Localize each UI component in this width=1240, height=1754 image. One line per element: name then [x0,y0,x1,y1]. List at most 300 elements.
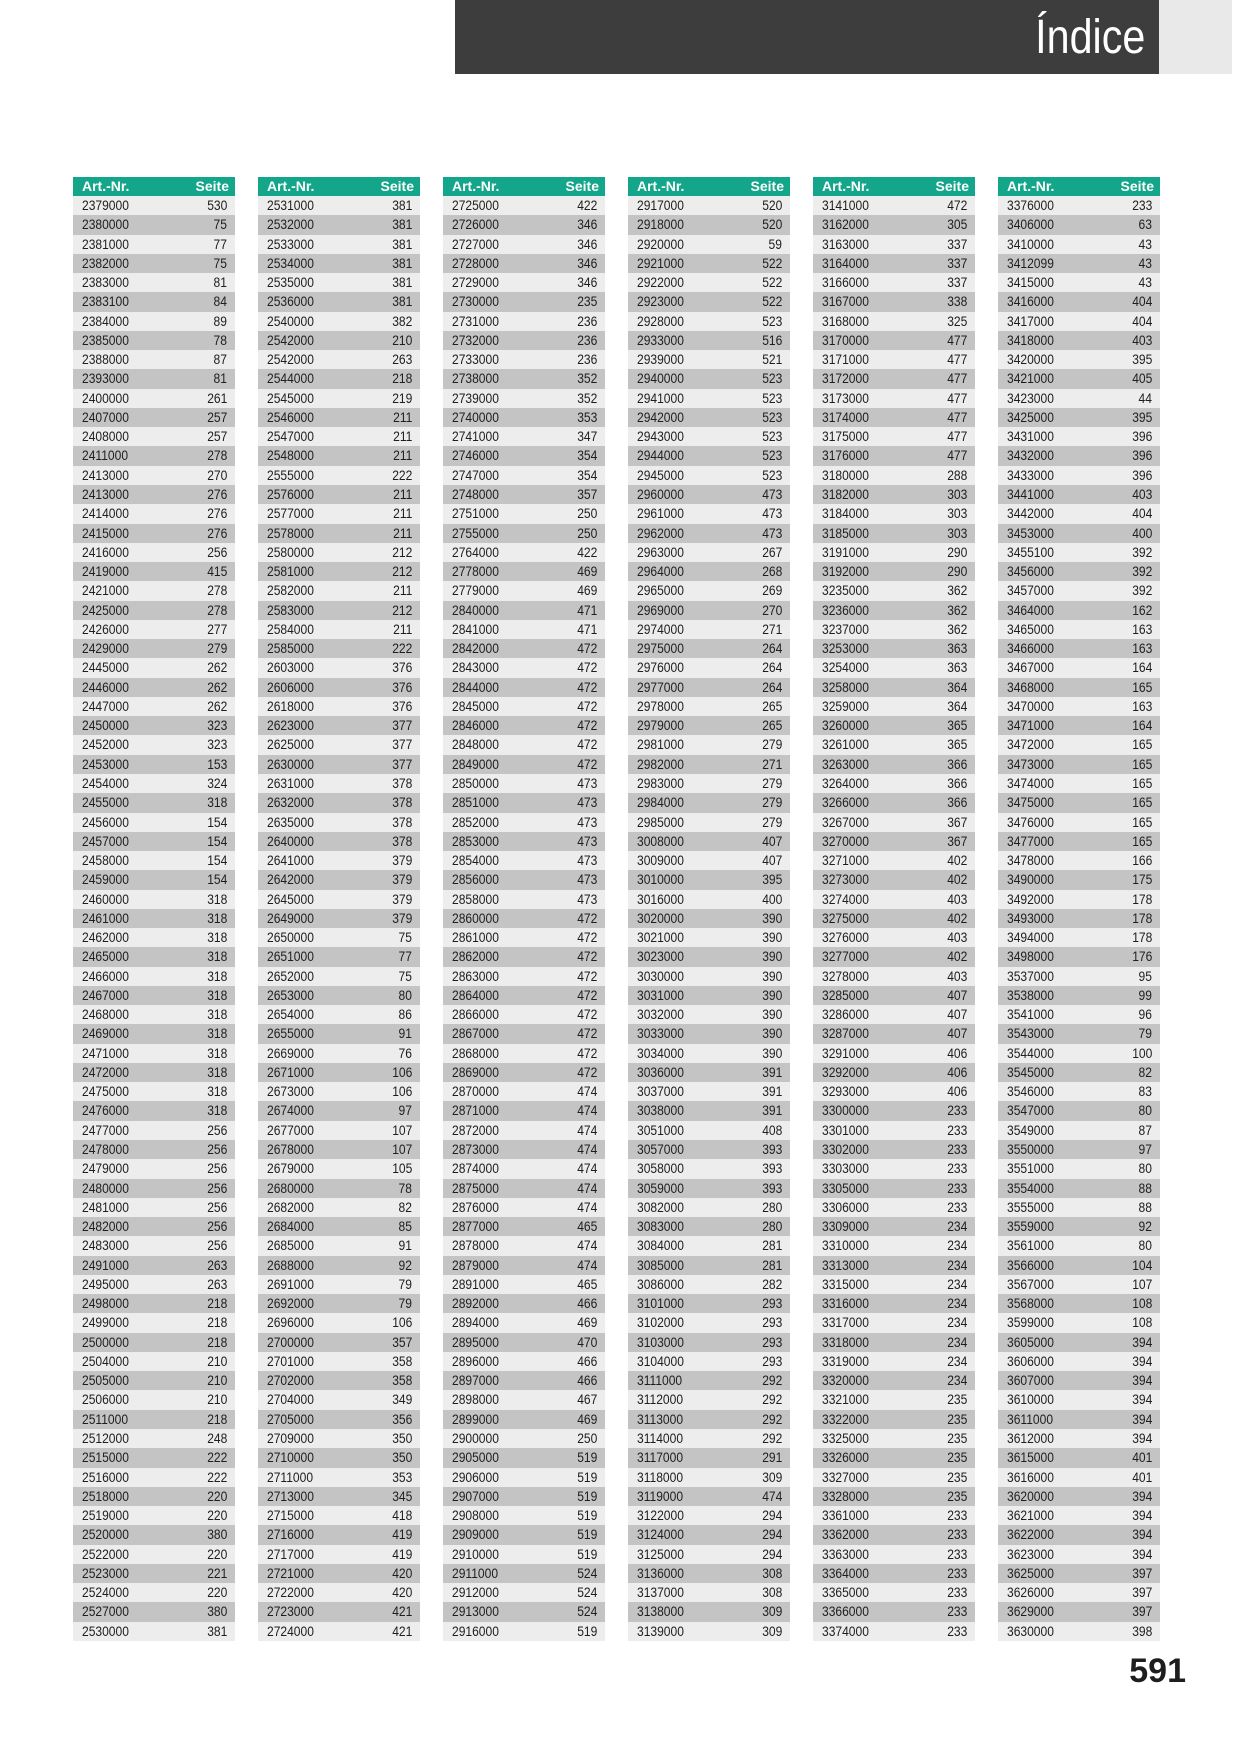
index-row [73,1236,235,1255]
page-reference: 394 [1131,1392,1152,1408]
index-row [73,890,235,909]
page-reference: 365 [946,718,967,734]
index-row [73,504,235,523]
index-row [258,196,420,215]
page-reference: 323 [206,737,227,753]
article-number: 3630000 [1007,1623,1054,1639]
article-number: 2691000 [267,1276,314,1292]
index-row [443,1468,605,1487]
index-row [998,678,1160,697]
page-reference: 325 [946,313,967,329]
page-reference: 465 [576,1219,597,1235]
page-reference: 521 [761,352,782,368]
article-number: 2778000 [452,564,499,580]
index-row [998,1313,1160,1332]
page-reference: 211 [392,486,412,502]
index-row [628,735,790,754]
article-number: 2531000 [267,198,314,213]
article-number: 2381000 [82,236,129,252]
page-reference: 472 [576,641,597,657]
article-number: 3285000 [822,987,869,1003]
page-reference: 233 [946,1604,967,1620]
article-number: 3271000 [822,853,869,869]
index-row [443,1313,605,1332]
page-reference: 382 [391,313,412,329]
index-row [73,1101,235,1120]
article-number: 2462000 [82,930,129,946]
page-reference: 318 [206,1007,227,1023]
page-reference: 165 [1131,814,1152,830]
article-number: 2731000 [452,313,499,329]
index-row [628,793,790,812]
index-row [628,1005,790,1024]
page-reference: 153 [206,756,227,772]
page-reference: 88 [1138,1199,1152,1215]
index-row [813,716,975,735]
page-reference: 381 [391,294,412,310]
page-reference: 80 [1138,1161,1152,1177]
index-row [443,196,605,215]
index-row [443,1429,605,1448]
page-reference: 175 [1131,872,1152,888]
index-row [443,678,605,697]
index-row [813,1275,975,1294]
article-number: 3366000 [822,1604,869,1620]
page-reference: 282 [761,1276,782,1292]
article-number: 3423000 [1007,390,1054,406]
article-number: 3305000 [822,1180,869,1196]
page-reference: 309 [761,1469,782,1485]
index-row [443,562,605,581]
article-number: 2456000 [82,814,129,830]
index-row [628,1236,790,1255]
article-number: 2677000 [267,1122,314,1138]
page-reference: 474 [576,1103,597,1119]
page-reference: 473 [576,872,597,888]
page-reference: 303 [946,506,967,522]
article-number: 3567000 [1007,1276,1054,1292]
page-reference: 403 [946,968,967,984]
index-row [73,986,235,1005]
index-row [813,1410,975,1429]
page-reference: 263 [206,1276,227,1292]
page-reference: 519 [576,1450,597,1466]
page-reference: 81 [213,371,227,387]
page-reference: 354 [576,467,597,483]
article-number: 2963000 [637,544,684,560]
article-number: 3478000 [1007,853,1054,869]
article-number: 3309000 [822,1219,869,1235]
index-row [813,273,975,292]
article-number: 2491000 [82,1257,129,1273]
article-number: 2895000 [452,1334,499,1350]
article-number: 2580000 [267,544,314,560]
article-number: 2500000 [82,1334,129,1350]
page-reference: 279 [761,795,782,811]
article-number: 3267000 [822,814,869,830]
page-reference: 354 [576,448,597,464]
index-row [73,1024,235,1043]
index-row [998,1294,1160,1313]
index-row [258,639,420,658]
index-row [628,389,790,408]
index-row [258,755,420,774]
index-row [628,1121,790,1140]
page-reference: 211 [392,525,412,541]
index-row [258,774,420,793]
index-row [813,1468,975,1487]
index-row [73,1525,235,1544]
article-number: 3442000 [1007,506,1054,522]
header-page: Seite [935,178,969,194]
page-reference: 233 [946,1546,967,1562]
index-row [443,1159,605,1178]
article-number: 2850000 [452,775,499,791]
article-number: 3036000 [637,1064,684,1080]
article-number: 2669000 [267,1045,314,1061]
page-reference: 270 [761,602,782,618]
page-reference: 294 [761,1508,782,1524]
index-row [258,1179,420,1198]
page-reference: 474 [761,1488,782,1504]
article-number: 2467000 [82,987,129,1003]
page-reference: 473 [576,795,597,811]
page-reference: 279 [206,641,227,657]
article-number: 3319000 [822,1353,869,1369]
index-row [813,1313,975,1332]
index-row [73,331,235,350]
article-number: 3033000 [637,1026,684,1042]
article-number: 3286000 [822,1007,869,1023]
page-reference: 395 [1131,352,1152,368]
page-reference: 415 [206,564,227,580]
index-row [73,1275,235,1294]
page-reference: 77 [213,236,227,252]
article-number: 2642000 [267,872,314,888]
page-reference: 390 [761,1007,782,1023]
article-number: 3547000 [1007,1103,1054,1119]
page-reference: 392 [1131,583,1152,599]
page-reference: 276 [206,506,227,522]
index-row [443,1101,605,1120]
article-number: 3468000 [1007,679,1054,695]
page-reference: 394 [1131,1546,1152,1562]
index-row [998,1217,1160,1236]
index-row [628,1602,790,1621]
page-reference: 263 [206,1257,227,1273]
article-number: 3118000 [637,1469,684,1485]
page-reference: 338 [946,294,967,310]
page-reference: 473 [761,486,782,502]
page-reference: 469 [576,564,597,580]
page-reference: 405 [1131,371,1152,387]
index-row [73,1506,235,1525]
index-row [628,1525,790,1544]
index-row [258,427,420,446]
page-reference: 519 [576,1623,597,1639]
page-reference: 378 [391,795,412,811]
article-number: 3059000 [637,1180,684,1196]
page-reference: 292 [761,1373,782,1389]
page-reference: 381 [391,255,412,271]
index-row [73,1390,235,1409]
index-row [628,658,790,677]
index-row [813,196,975,215]
index-row [998,967,1160,986]
page-reference: 104 [1131,1257,1152,1273]
article-number: 3264000 [822,775,869,791]
index-row [258,1217,420,1236]
page-reference: 472 [576,1007,597,1023]
index-row [628,562,790,581]
page-reference: 407 [761,853,782,869]
index-row [998,1352,1160,1371]
index-row [628,1371,790,1390]
article-number: 3549000 [1007,1122,1054,1138]
page-reference: 345 [391,1488,412,1504]
page-reference: 365 [946,737,967,753]
index-row [628,1198,790,1217]
article-number: 2875000 [452,1180,499,1196]
article-number: 3051000 [637,1122,684,1138]
page-reference: 233 [946,1585,967,1601]
article-number: 3141000 [822,198,869,213]
page-reference: 234 [946,1373,967,1389]
article-number: 2700000 [267,1334,314,1350]
index-row [628,331,790,350]
page-reference: 523 [761,371,782,387]
page-reference: 264 [761,660,782,676]
index-row [813,1583,975,1602]
article-number: 2393000 [82,371,129,387]
header-bar [455,0,1159,74]
index-row [443,1082,605,1101]
page-reference: 362 [946,621,967,637]
page-reference: 107 [391,1142,412,1158]
article-number: 3315000 [822,1276,869,1292]
index-row [443,543,605,562]
article-number: 3276000 [822,930,869,946]
index-row [258,312,420,331]
article-number: 3605000 [1007,1334,1054,1350]
page-reference: 358 [391,1353,412,1369]
page-reference: 396 [1131,467,1152,483]
article-number: 3456000 [1007,564,1054,580]
article-number: 2457000 [82,833,129,849]
page-reference: 390 [761,910,782,926]
article-number: 3465000 [1007,621,1054,637]
page-reference: 524 [576,1585,597,1601]
page-reference: 81 [213,275,227,291]
article-number: 2713000 [267,1488,314,1504]
article-number: 3470000 [1007,698,1054,714]
index-row [258,1198,420,1217]
page-reference: 256 [206,1219,227,1235]
index-row [813,1371,975,1390]
article-number: 3008000 [637,833,684,849]
index-row [628,254,790,273]
index-row [813,832,975,851]
index-row [998,292,1160,311]
article-number: 2747000 [452,467,499,483]
article-number: 3032000 [637,1007,684,1023]
index-row [813,446,975,465]
index-row [258,1005,420,1024]
article-number: 2900000 [452,1431,499,1446]
index-row [998,601,1160,620]
page-reference: 276 [206,525,227,541]
page-reference: 394 [1131,1353,1152,1369]
page-reference: 250 [576,525,597,541]
page-reference: 76 [398,1045,412,1061]
article-number: 3277000 [822,949,869,965]
article-number: 3101000 [637,1296,684,1312]
article-number: 3554000 [1007,1180,1054,1196]
index-row [73,312,235,331]
page-reference: 353 [391,1469,412,1485]
page-reference: 472 [946,198,967,213]
article-number: 2896000 [452,1353,499,1369]
article-number: 2408000 [82,429,129,445]
page-reference: 346 [576,255,597,271]
index-row [998,581,1160,600]
index-row [443,986,605,1005]
page-reference: 472 [576,1026,597,1042]
page-reference: 308 [761,1585,782,1601]
page-reference: 233 [946,1122,967,1138]
article-number: 2979000 [637,718,684,734]
page-reference: 318 [206,930,227,946]
article-number: 2578000 [267,525,314,541]
page-reference: 305 [946,217,967,233]
article-number: 3467000 [1007,660,1054,676]
index-row [73,1352,235,1371]
page-reference: 219 [391,390,412,406]
article-number: 3364000 [822,1565,869,1581]
article-number: 3258000 [822,679,869,695]
index-row [443,1602,605,1621]
index-row [73,1468,235,1487]
index-row [443,1410,605,1429]
article-number: 3139000 [637,1623,684,1639]
index-row [628,620,790,639]
index-column [443,177,605,1641]
index-row [73,1082,235,1101]
page-reference: 477 [946,409,967,425]
article-number: 2748000 [452,486,499,502]
index-row [998,1583,1160,1602]
page-reference: 519 [576,1546,597,1562]
article-number: 2518000 [82,1488,129,1504]
column-header [628,177,790,196]
article-number: 2653000 [267,987,314,1003]
article-number: 3136000 [637,1565,684,1581]
index-row [628,1545,790,1564]
index-row [258,813,420,832]
article-number: 2921000 [637,255,684,271]
index-row [443,755,605,774]
article-number: 3425000 [1007,409,1054,425]
article-number: 3313000 [822,1257,869,1273]
index-row [258,620,420,639]
index-row [443,1506,605,1525]
index-row [813,215,975,234]
index-row [813,1044,975,1063]
index-row [443,793,605,812]
index-row [258,389,420,408]
index-row [628,1313,790,1332]
page-reference: 107 [1131,1276,1152,1292]
article-number: 2516000 [82,1469,129,1485]
page-reference: 363 [946,660,967,676]
page-reference: 91 [398,1026,412,1042]
page-reference: 467 [576,1392,597,1408]
index-row [443,1024,605,1043]
page-reference: 276 [206,486,227,502]
index-row [813,389,975,408]
article-number: 2480000 [82,1180,129,1196]
article-number: 3322000 [822,1411,869,1427]
index-row [628,369,790,388]
index-row [258,1564,420,1583]
page-reference: 390 [761,930,782,946]
article-number: 2674000 [267,1103,314,1119]
article-number: 2843000 [452,660,499,676]
index-row [813,1352,975,1371]
article-number: 2876000 [452,1199,499,1215]
page-reference: 233 [946,1527,967,1543]
article-number: 2872000 [452,1122,499,1138]
page-reference: 250 [576,1431,597,1446]
index-row [443,254,605,273]
page-reference: 75 [398,968,412,984]
index-row [813,1063,975,1082]
article-number: 2962000 [637,525,684,541]
page-reference: 218 [206,1411,227,1427]
index-row [813,1429,975,1448]
article-number: 3471000 [1007,718,1054,734]
article-number: 2899000 [452,1411,499,1427]
page-reference: 97 [398,1103,412,1119]
page-reference: 474 [576,1257,597,1273]
article-number: 2739000 [452,390,499,406]
index-column [73,177,235,1641]
page-reference: 95 [1138,968,1152,984]
index-row [628,1179,790,1198]
page-reference: 235 [946,1392,967,1408]
header-article-number: Art.-Nr. [1007,178,1055,194]
article-number: 2678000 [267,1142,314,1158]
page-reference: 473 [576,833,597,849]
article-number: 2685000 [267,1238,314,1254]
article-number: 3421000 [1007,371,1054,387]
article-number: 3037000 [637,1084,684,1100]
page-reference: 261 [206,390,227,406]
index-row [258,235,420,254]
index-row [258,292,420,311]
page-reference: 293 [761,1296,782,1312]
article-number: 3124000 [637,1527,684,1543]
index-row [73,389,235,408]
page-reference: 271 [761,621,782,637]
index-row [813,1179,975,1198]
index-row [443,658,605,677]
article-number: 3191000 [822,544,869,560]
page-reference: 324 [206,775,227,791]
article-number: 2729000 [452,275,499,291]
article-number: 2520000 [82,1527,129,1543]
index-row [998,1101,1160,1120]
